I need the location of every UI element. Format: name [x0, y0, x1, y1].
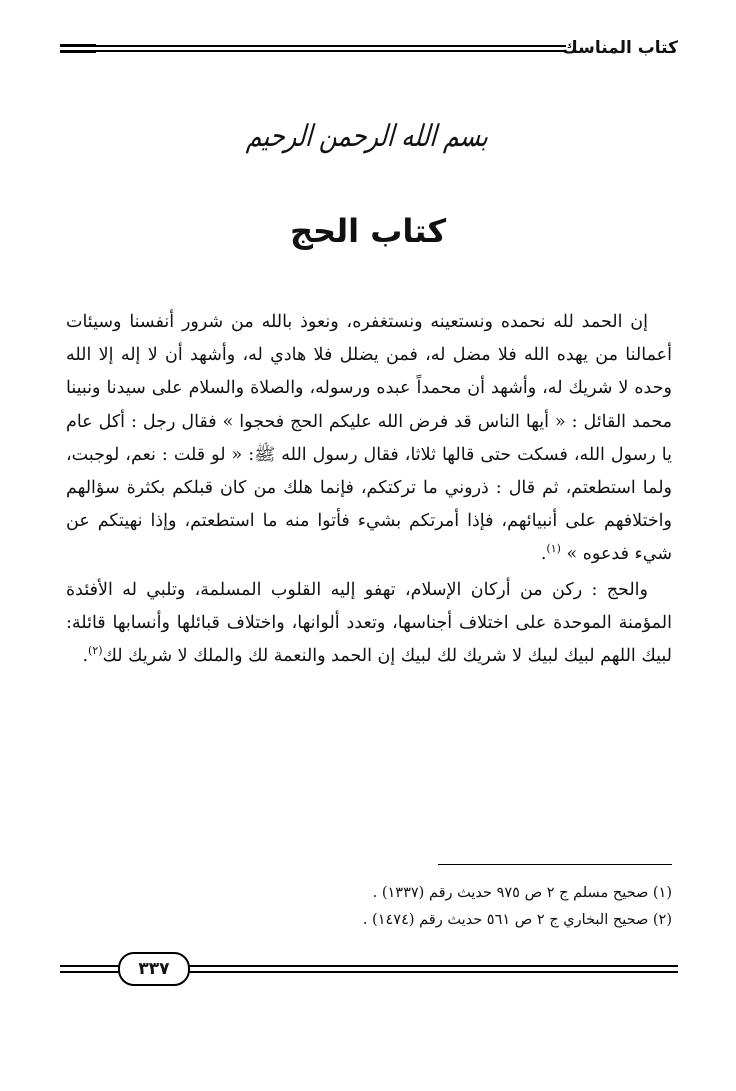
paragraph: إن الحمد لله نحمده ونستعينه ونستغفره، ونعوذ بالله من شرور أنفسنا وسيئات أعمالنا من يهده الله فلا مضل له، فمن يضلل فلا هادي له، وأشهد أن لا إله إلا الله وحده لا شريك له، وأشهد أن محمداً عبده ورسوله، والصلاة والسلام على سيدنا ونبينا محمد القائل : « أيها الناس قد فرض الله عليكم الحج فحجوا » فقال رجل : أكل عام يا رسول الله، فسكت حتى قالها ثلاثا، فقال رسول الله ﷺ: « لو قلت : نعم، لوجبت، ولما استطعتم، ثم قال : ذروني ما تركتكم، فإنما هلك من كان قبلكم بكثرة سؤالهم واختلافهم على أنبيائهم، فإذا أمرتكم بشيء فأتوا منه ما استطعتم، وإذا نهيتكم عن شيء فدعوه » $^{(١)}$.: [66, 312, 672, 565]
footnote: (٢) صحيح البخاري ج ٢ ص ٥٦١ حديث رقم (١٤٧٤) .: [362, 912, 672, 928]
page-number: ٣٣٧: [118, 952, 190, 986]
chapter-title: كتاب الحج: [289, 212, 447, 250]
basmala-text: بسم الله الرحمن الرحيم: [245, 118, 491, 154]
running-header: [60, 36, 678, 62]
footnotes: [112, 880, 672, 934]
header-rule-end: [60, 44, 96, 53]
footnote-ref: (١): [546, 542, 561, 556]
paragraph-text: إن الحمد لله نحمده ونستعينه ونستغفره، ونعوذ بالله من شرور أنفسنا وسيئات أعمالنا من يهده الله فلا مضل له، فمن يضلل فلا هادي له، وأشهد أن لا إله إلا الله وحده لا شريك له، وأشهد أن محمداً عبده ورسوله، والصلاة والسلام على سيدنا ونبينا محمد القائل : « أيها الناس قد فرض الله عليكم الحج فحجوا » فقال رجل : أكل عام يا رسول الله، فسكت حتى قالها ثلاثا، فقال رسول الله ﷺ: « لو قلت : نعم، لوجبت، ولما استطعتم، ثم قال : ذروني ما تركتكم، فإنما هلك من كان قبلكم بكثرة سؤالهم واختلافهم على أنبيائهم، فإذا أمرتكم بشيء فأتوا منه ما استطعتم، وإذا نهيتكم عن شيء فدعوه »: [66, 312, 672, 565]
main-text: [66, 306, 672, 673]
paragraph-text: والحج : ركن من أركان الإسلام، تهفو إليه القلوب المسلمة، وتلبي له الأفئدة المؤمنة الموحدة على اختلاف أجناسها، وتعدد ألوانها، واختلاف قبائلها وأنسابها قائلة: لبيك اللهم لبيك لبيك لا شريك لك لبيك إن الحمد والنعمة لك والملك لا شريك لك: [66, 579, 672, 667]
footnote-ref: (٢): [88, 644, 103, 658]
running-title: كتاب المناسك: [562, 38, 678, 58]
footnote: (١) صحيح مسلم ج ٢ ص ٩٧٥ حديث رقم (١٣٣٧) .: [372, 885, 672, 901]
paragraph: والحج : ركن من أركان الإسلام، تهفو إليه القلوب المسلمة، وتلبي له الأفئدة المؤمنة الموحدة على اختلاف أجناسها، وتعدد ألوانها، واختلاف قبائلها وأنسابها قائلة: لبيك اللهم لبيك لبيك لا شريك لك لبيك إن الحمد والنعمة لك والملك لا شريك لك$^{(٢)}$.: [66, 579, 672, 667]
footnote-separator: [438, 864, 672, 865]
basmala: [0, 118, 736, 154]
page-footer: [60, 952, 678, 986]
header-rule: [60, 45, 566, 52]
